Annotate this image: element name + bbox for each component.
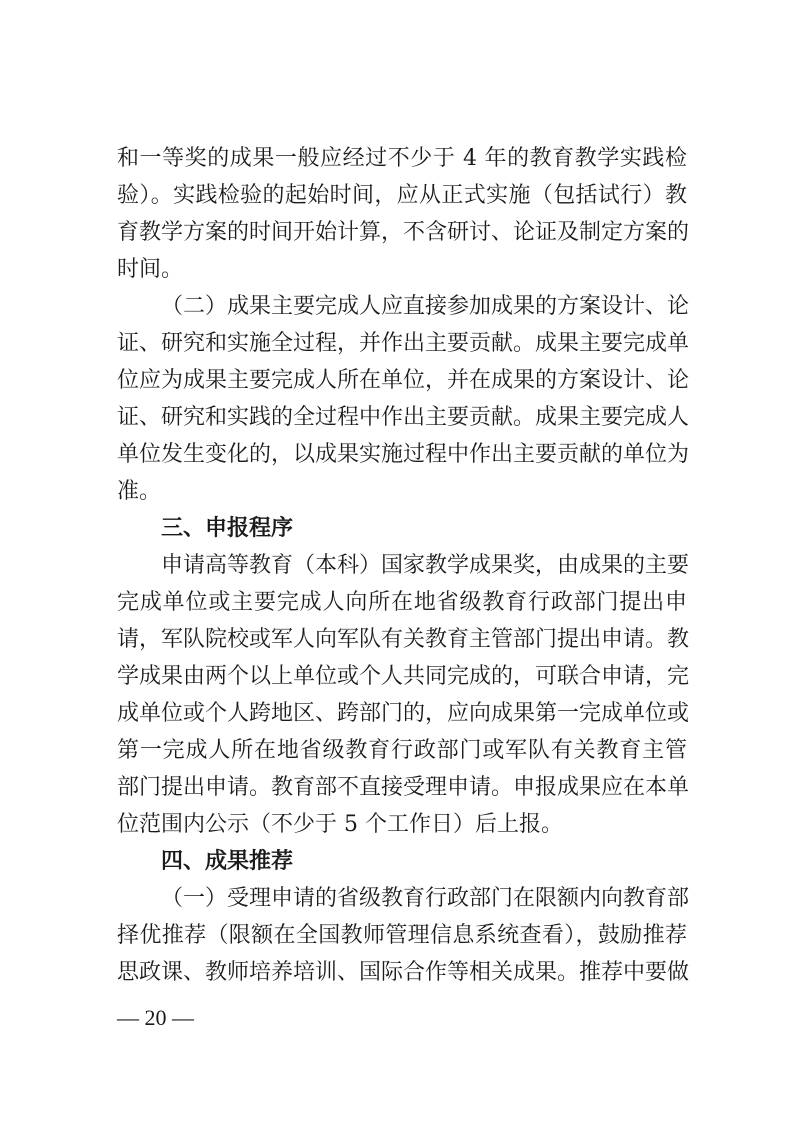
text-line: 时间。 <box>117 257 184 282</box>
text-line: 证、研究和实践的全过程中作出主要贡献。成果主要完成人 <box>117 405 690 430</box>
text-line: 证、研究和实施全过程，并作出主要贡献。成果主要完成单 <box>117 331 690 356</box>
paragraph-start-line: 申请高等教育（本科）国家教学成果奖，由成果的主要 <box>161 553 690 578</box>
text-line: 验）。实践检验的起始时间，应从正式实施（包括试行）教 <box>117 183 687 208</box>
text-line: 和一等奖的成果一般应经过不少于 4 年的教育教学实践检 <box>117 146 687 171</box>
text-line: 思政课、教师培养培训、国际合作等相关成果。推荐中要做 <box>117 960 690 985</box>
page-number: — 20 — <box>117 1005 194 1030</box>
text-line: 择优推荐（限额在全国教师管理信息系统查看），鼓励推荐 <box>117 923 687 948</box>
text-line: 位应为成果主要完成人所在单位，并在成果的方案设计、论 <box>117 368 690 393</box>
text-line: 部门提出申请。教育部不直接受理申请。申报成果应在本单 <box>117 775 690 800</box>
text-line: 请，军队院校或军人向军队有关教育主管部门提出申请。教 <box>117 627 690 652</box>
text-line: 第一完成人所在地省级教育行政部门或军队有关教育主管 <box>117 738 687 763</box>
text-line: 成单位或个人跨地区、跨部门的，应向成果第一完成单位或 <box>117 701 690 726</box>
text-line: 完成单位或主要完成人向所在地省级教育行政部门提出申 <box>117 590 687 615</box>
section-heading-recommendation: 四、成果推荐 <box>161 849 294 874</box>
paragraph-start-line: （一）受理申请的省级教育行政部门在限额内向教育部 <box>161 886 690 911</box>
text-line: 准。 <box>117 479 162 504</box>
paragraph-start-line: （二）成果主要完成人应直接参加成果的方案设计、论 <box>161 294 690 319</box>
section-heading-application: 三、申报程序 <box>161 516 294 541</box>
text-line: 育教学方案的时间开始计算，不含研讨、论证及制定方案的 <box>117 220 690 245</box>
text-line: 单位发生变化的，以成果实施过程中作出主要贡献的单位为 <box>117 442 690 467</box>
text-line: 位范围内公示（不少于 5 个工作日）后上报。 <box>117 812 563 837</box>
text-line: 学成果由两个以上单位或个人共同完成的，可联合申请，完 <box>117 664 690 689</box>
